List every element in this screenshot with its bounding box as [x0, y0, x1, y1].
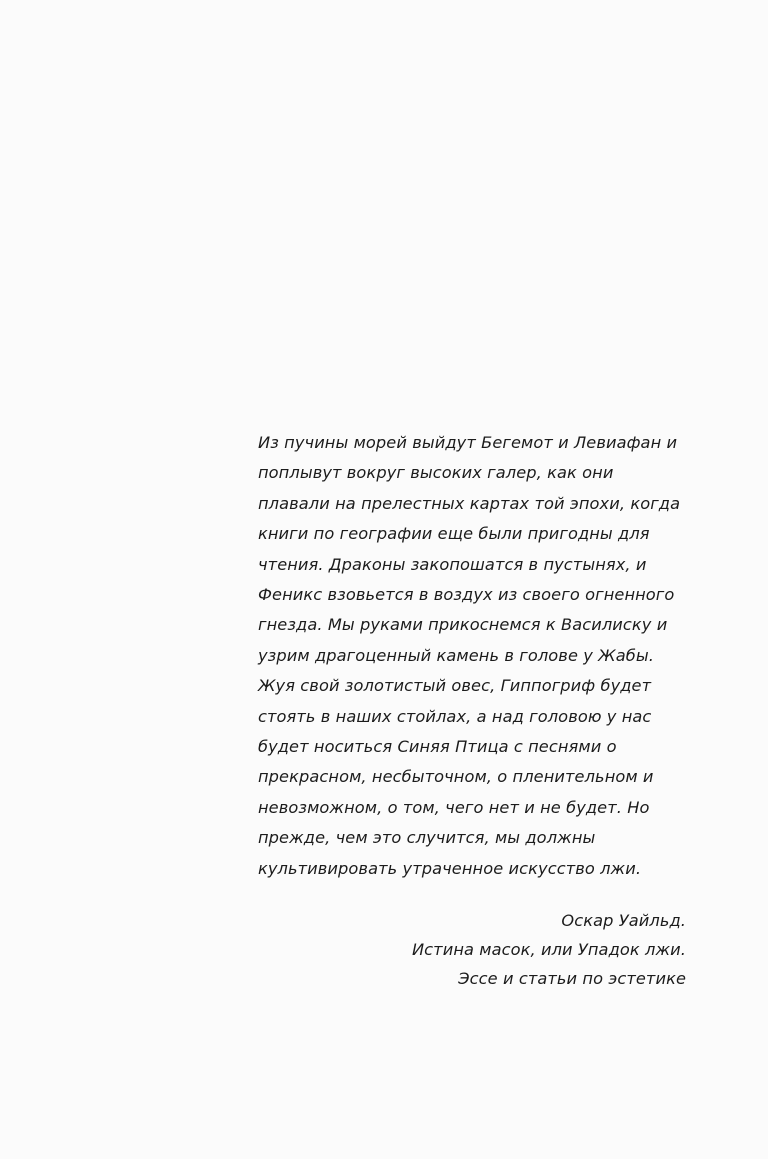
- epigraph-block: [258, 428, 686, 993]
- attribution-collection: Эссе и статьи по эстетике: [458, 969, 686, 989]
- epigraph-body-text: Из пучины морей выйдут Бегемот и Левиафан и поплывут вокруг высоких галер, как они плавали на прелестных картах той эпохи, когда книги по географии еще были пригодны для чтения. Драконы закопошатся в пустынях, и Феникс взовьется в воздух из своего огненного гнезда. Мы руками прикоснемся к Василиску и узрим драгоценный камень в голове у Жабы. Жуя свой золотистый овес, Гиппогриф будет стоять в наших стойлах, а над головою у нас будет носиться Синяя Птица с песнями о прекрасном, несбыточном, о пленительном и невозможном, о том, чего нет и не будет. Но прежде, чем это случится, мы должны культивировать утраченное искусство лжи.: [258, 433, 681, 878]
- attribution-work-title: Истина масок, или Упадок лжи.: [411, 940, 686, 960]
- attribution-author: Оскар Уайльд.: [561, 911, 686, 931]
- epigraph-attribution: [258, 906, 686, 993]
